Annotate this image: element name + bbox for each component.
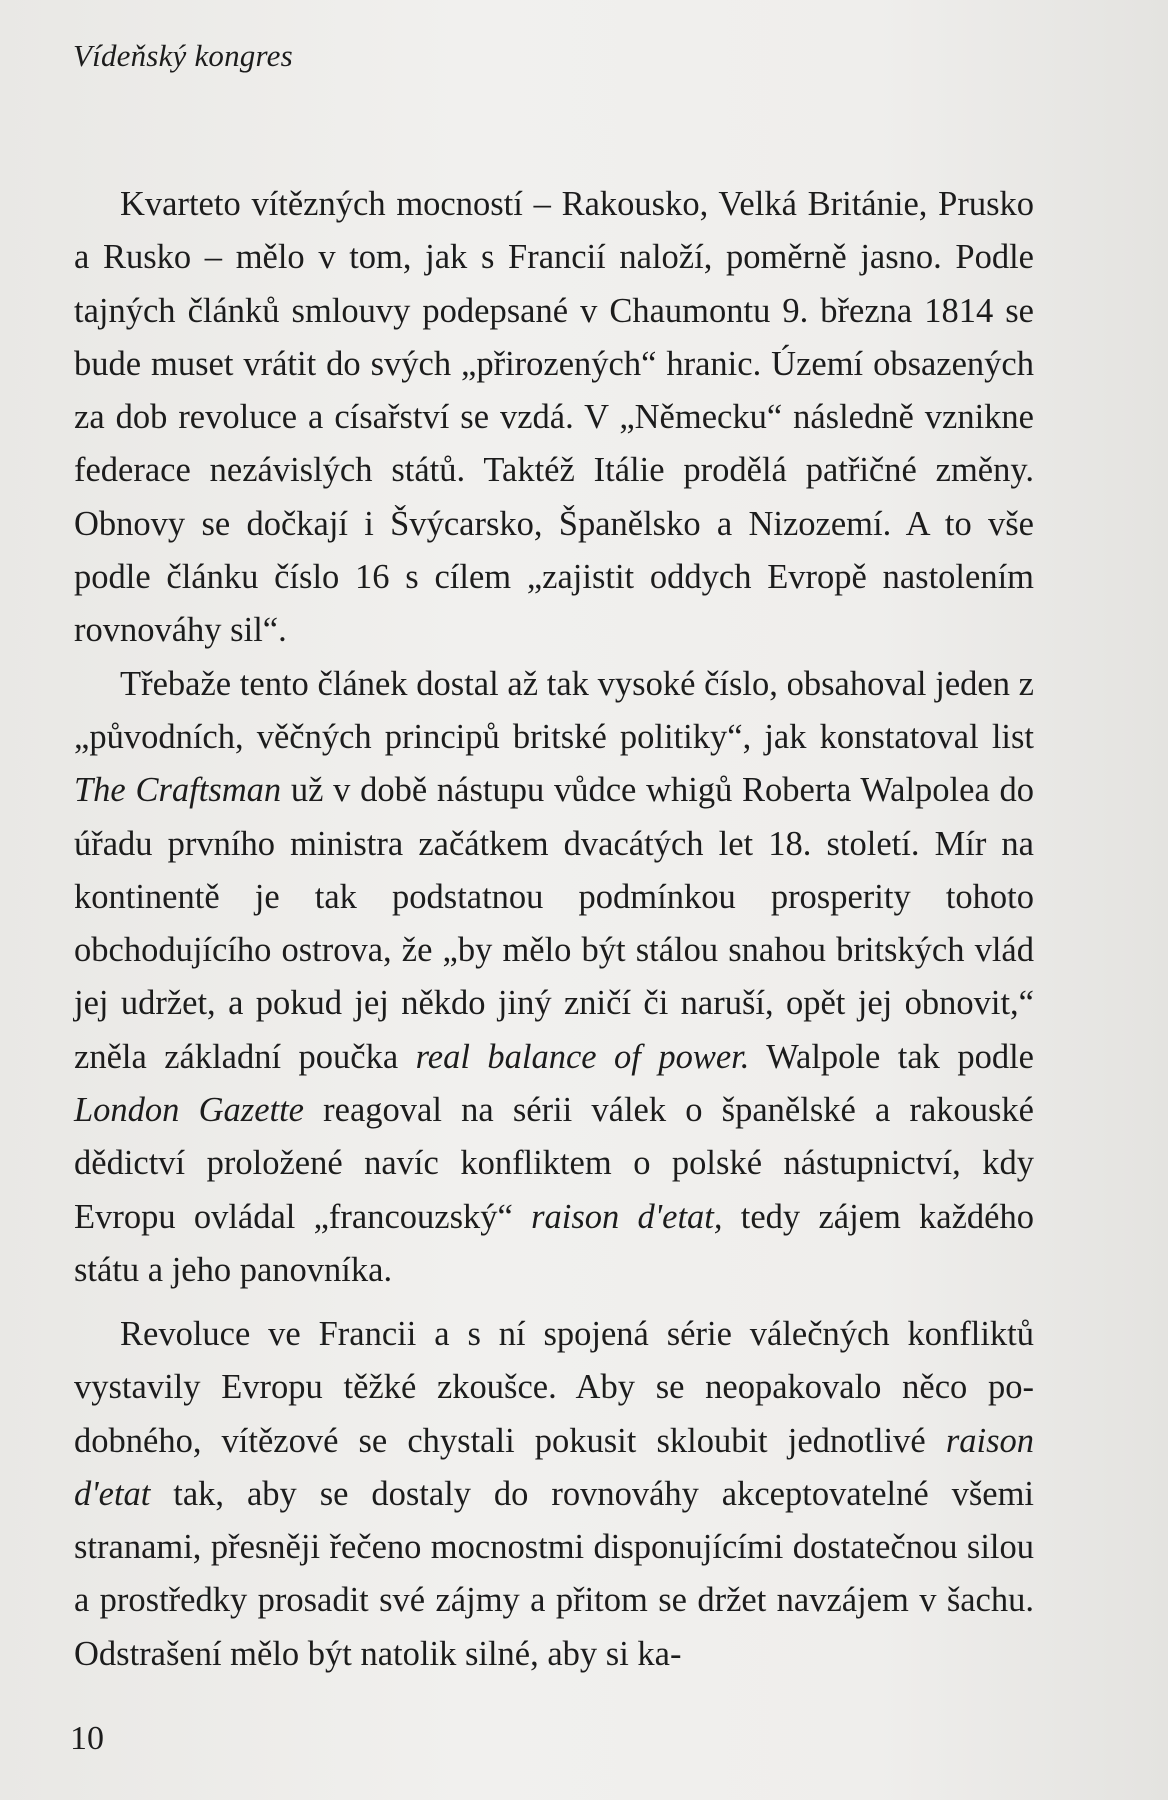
paragraph-2-title-craftsman: The Craftsman (74, 771, 282, 810)
paragraph-2-text-c: Walpole tak podle (749, 1037, 1034, 1076)
paragraph-3-text-a: Revoluce ve Francii a s ní spojená série válečných konfliktů vystavily Evropu těžké zkoušce. Aby se neopakovalo něco podobného, vítězové se chystali pokusit skloubit jednotlivé (74, 1315, 1034, 1460)
paragraph-2-text-b: už v době nástupu vůdce whigů Roberta Walpolea do úřadu prvního ministra začátkem dvacátých let 18. století. Mír na kontinentě je tak podstatnou podmínkou prosperity tohoto obchodujícího ostrova, že „by mělo být stálou snahou britských vlád jej udržet, a pokud jej někdo jiný zničí či naruší, opět jej obnovit,“ zněla základní poučka (74, 771, 1034, 1076)
paragraph-2 (74, 658, 1034, 1298)
running-head: Vídeňský kongres (73, 38, 293, 73)
paragraph-2-term-real-balance: real balance of power. (415, 1037, 750, 1076)
text-section-2 (74, 1308, 1034, 1681)
paragraph-2-title-london-gazette: London Gazette (74, 1091, 304, 1130)
paragraph-3-term-raison: raison d'etat (74, 1421, 1034, 1513)
paragraph-2-text-a: Třebaže tento článek dostal až tak vysoké číslo, obsahoval jeden z „původních, věčných principů britské politiky“, jak konstatoval list (74, 664, 1034, 756)
paragraph-2-term-raison: raison d'etat, (531, 1197, 723, 1236)
paragraph-3-text-b: tak, aby se dostaly do rovnováhy akceptovatelné všemi stranami, přesněji řečeno mocnostmi disponujícími dostatečnou silou a prostředky prosadit své zájmy a přitom se držet navzájem v šachu. Odstrašení mělo být natolik silné, aby si ka- (74, 1474, 1034, 1673)
paragraph-2-text-e: tedy zájem každého státu a jeho panovníka. (74, 1197, 1034, 1289)
page-number: 10 (70, 1720, 104, 1757)
text-section-1 (74, 178, 1034, 1297)
paragraph-2-text-d: reagoval na sérii válek o španělské a rakouské dědictví proložené navíc konfliktem o polské nástupnictví, kdy Evropu ovládal „francouzský“ (74, 1091, 1034, 1236)
paragraph-3 (74, 1308, 1034, 1681)
paragraph-1: Kvarteto vítězných mocností – Rakousko, Velká Británie, Prusko a Rusko – mělo v tom, jak s Francií naloží, poměrně jasno. Podle tajných článků smlouvy podepsané v Chaumontu 9. března 1814 se bude muset vrátit do svých „přirozených“ hranic. Území obsazených za dob revoluce a císařství se vzdá. V „Německu“ následně vznikne federace nezávislých států. Taktéž Itálie prodělá patřičné změny. Obnovy se dočkají i Švýcarsko, Španělsko a Nizozemí. A to vše podle článku číslo 16 s cílem „zajistit oddych Evropě nastolením rovnováhy sil“. (74, 185, 1034, 650)
